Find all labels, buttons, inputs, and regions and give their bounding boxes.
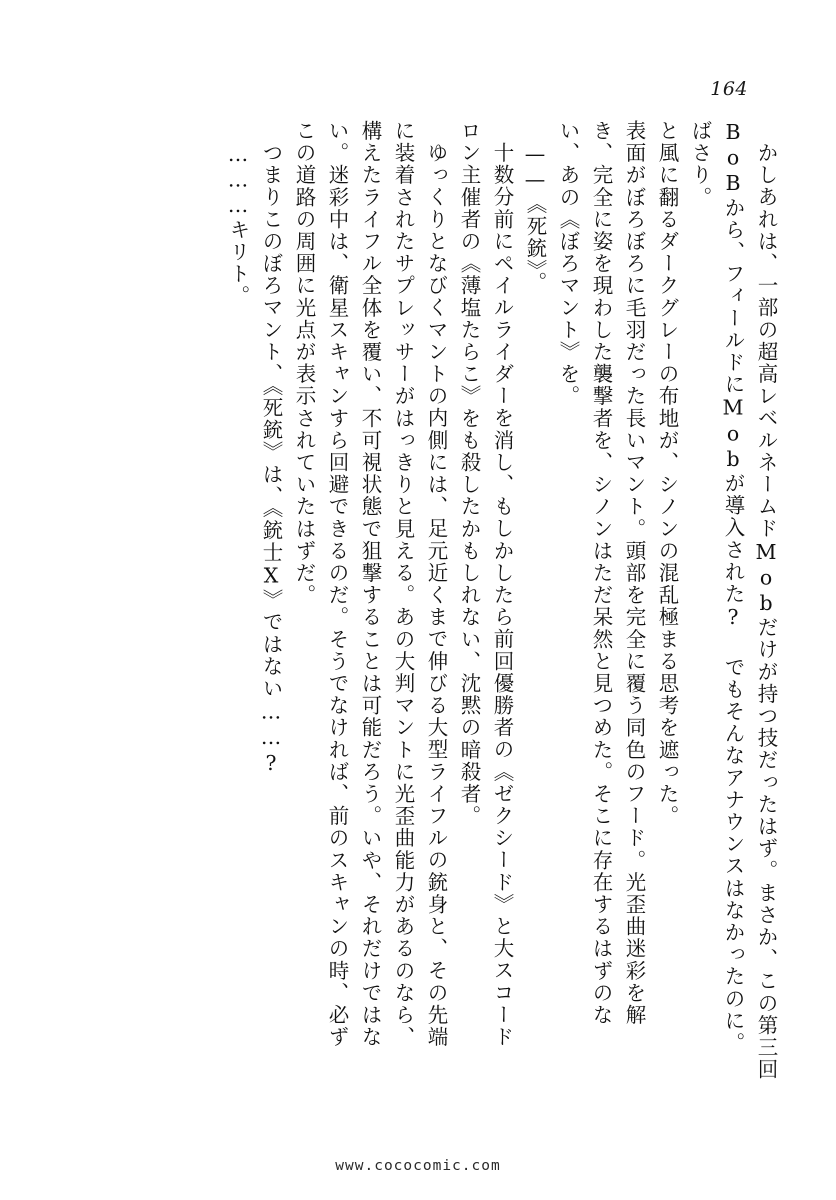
text-column: と風に翻るダークグレーの布地が、シノンの混乱極まる思考を遮った。 xyxy=(655,120,679,828)
text-column: つまりこのぼろマント、《死銃》は、《銃士X》ではない……? xyxy=(259,142,283,777)
text-column: ………キリト。 xyxy=(226,142,250,308)
text-column: 表面がぼろぼろに毛羽だった長いマント。頭部を完全に覆う同色のフード。光歪曲迷彩を解 xyxy=(622,120,646,1027)
text-column: き、完全に姿を現わした襲撃者を、シノンはただ呆然と見つめた。そこに存在するはずのな xyxy=(589,120,613,1027)
text-column: ばさり。 xyxy=(688,120,712,209)
text-column: 十数分前にペイルライダーを消し、もしかしたら前回優勝者の《ゼクシード》と大スコード xyxy=(490,142,514,1049)
text-column: かしあれは、一部の超高レベルネームドMobだけが持つ技だったはず。まさか、この第三回 xyxy=(754,142,778,1081)
vertical-text-block xyxy=(60,120,776,1120)
text-column: ロン主催者の《薄塩たらこ》をも殺したかもしれない、沈黙の暗殺者。 xyxy=(457,120,481,828)
text-column: この道路の周囲に光点が表示されていたはずだ。 xyxy=(292,120,316,607)
site-watermark: www.cococomic.com xyxy=(335,1158,501,1174)
text-column: BoBから、フィールドにMobが導入された? でもそんなアナウンスはなかったのに。 xyxy=(721,120,745,1055)
page-number: 164 xyxy=(710,78,748,100)
text-column: 構えたライフル全体を覆い、不可視状態で狙撃することは可能だろう。いや、それだけではな xyxy=(358,120,382,1049)
text-column: に装着されたサプレッサーがはっきりと見える。あの大判マントに光歪曲能力があるのなら、 xyxy=(391,120,415,1049)
text-column: い、あの《ぼろマント》を。 xyxy=(556,120,580,408)
text-column: い。迷彩中は、衛星スキャンすら回避できるのだ。そうでなければ、前のスキャンの時、必ず xyxy=(325,120,349,1049)
text-column: ゆっくりとなびくマントの内側には、足元近くまで伸びる大型ライフルの銃身と、その先端 xyxy=(424,142,448,1049)
text-column: ——《死銃》。 xyxy=(523,142,547,294)
